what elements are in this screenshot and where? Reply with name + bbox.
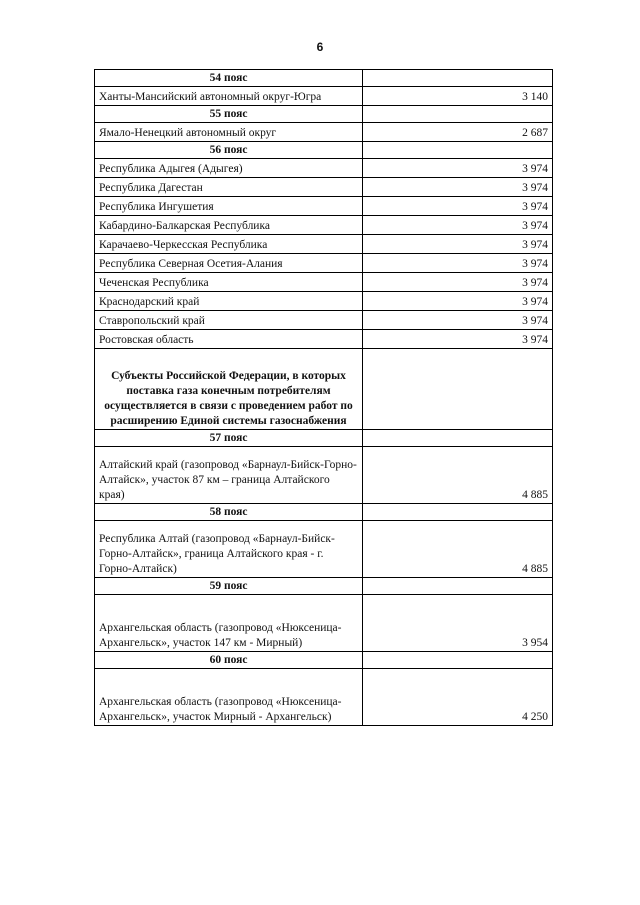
table-row bbox=[95, 87, 553, 106]
table-row bbox=[95, 235, 553, 254]
tariff-value: 3 974 bbox=[363, 235, 553, 254]
empty-value-cell bbox=[363, 349, 553, 430]
tariff-value: 3 974 bbox=[363, 216, 553, 235]
tariff-value: 3 974 bbox=[363, 292, 553, 311]
zone-header-row bbox=[95, 430, 553, 447]
region-name: Архангельская область (газопровод «Нюксеница-Архангельск», участок 147 км - Мирный) bbox=[95, 595, 363, 652]
region-name: Алтайский край (газопровод «Барнаул-Бийск-Горно-Алтайск», участок 87 км – граница Алтайского края) bbox=[95, 447, 363, 504]
table-row bbox=[95, 254, 553, 273]
page-number: 6 bbox=[316, 40, 324, 54]
zone-label: 54 пояс bbox=[95, 70, 363, 87]
region-name: Чеченская Республика bbox=[95, 273, 363, 292]
table-row bbox=[95, 216, 553, 235]
tariff-value: 3 140 bbox=[363, 87, 553, 106]
tariff-value: 3 974 bbox=[363, 330, 553, 349]
zone-header-row bbox=[95, 652, 553, 669]
table-row bbox=[95, 595, 553, 652]
table-row bbox=[95, 521, 553, 578]
region-name: Ростовская область bbox=[95, 330, 363, 349]
table-row bbox=[95, 292, 553, 311]
region-name: Ямало-Ненецкий автономный округ bbox=[95, 123, 363, 142]
tariff-value: 4 885 bbox=[363, 521, 553, 578]
tariff-value: 3 974 bbox=[363, 254, 553, 273]
empty-value-cell bbox=[363, 142, 553, 159]
zone-label: 58 пояс bbox=[95, 504, 363, 521]
empty-value-cell bbox=[363, 430, 553, 447]
empty-value-cell bbox=[363, 106, 553, 123]
region-name: Архангельская область (газопровод «Нюксеница-Архангельск», участок Мирный - Архангельск) bbox=[95, 669, 363, 726]
region-name: Ставропольский край bbox=[95, 311, 363, 330]
zone-label: 55 пояс bbox=[95, 106, 363, 123]
section-heading: Субъекты Российской Федерации, в которых поставка газа конечным потребителям осуществляется в связи с проведением работ по расширению Единой системы газоснабжения bbox=[95, 349, 363, 430]
region-name: Карачаево-Черкесская Республика bbox=[95, 235, 363, 254]
section-heading-row bbox=[95, 349, 553, 430]
region-name: Республика Северная Осетия-Алания bbox=[95, 254, 363, 273]
table-row bbox=[95, 669, 553, 726]
zone-header-row bbox=[95, 70, 553, 87]
zone-header-row bbox=[95, 142, 553, 159]
zone-header-row bbox=[95, 504, 553, 521]
empty-value-cell bbox=[363, 70, 553, 87]
region-name: Республика Адыгея (Адыгея) bbox=[95, 159, 363, 178]
region-name: Республика Алтай (газопровод «Барнаул-Бийск-Горно-Алтайск», граница Алтайского края - г. Горно-Алтайск) bbox=[95, 521, 363, 578]
table-row bbox=[95, 159, 553, 178]
region-name: Республика Ингушетия bbox=[95, 197, 363, 216]
zone-label: 57 пояс bbox=[95, 430, 363, 447]
table-row bbox=[95, 123, 553, 142]
tariff-value: 3 954 bbox=[363, 595, 553, 652]
table-row bbox=[95, 311, 553, 330]
tariff-value: 4 885 bbox=[363, 447, 553, 504]
empty-value-cell bbox=[363, 504, 553, 521]
table-row bbox=[95, 273, 553, 292]
region-name: Ханты-Мансийский автономный округ-Югра bbox=[95, 87, 363, 106]
table-row bbox=[95, 330, 553, 349]
zone-header-row bbox=[95, 578, 553, 595]
table-row bbox=[95, 178, 553, 197]
tariff-zones-table bbox=[94, 69, 553, 726]
tariff-value: 3 974 bbox=[363, 197, 553, 216]
empty-value-cell bbox=[363, 578, 553, 595]
table-body bbox=[95, 70, 553, 726]
tariff-value: 4 250 bbox=[363, 669, 553, 726]
table-row bbox=[95, 197, 553, 216]
zone-label: 56 пояс bbox=[95, 142, 363, 159]
tariff-value: 3 974 bbox=[363, 178, 553, 197]
tariff-value: 2 687 bbox=[363, 123, 553, 142]
zone-label: 60 пояс bbox=[95, 652, 363, 669]
table-row bbox=[95, 447, 553, 504]
zone-header-row bbox=[95, 106, 553, 123]
region-name: Краснодарский край bbox=[95, 292, 363, 311]
tariff-value: 3 974 bbox=[363, 159, 553, 178]
tariff-value: 3 974 bbox=[363, 273, 553, 292]
region-name: Республика Дагестан bbox=[95, 178, 363, 197]
empty-value-cell bbox=[363, 652, 553, 669]
zone-label: 59 пояс bbox=[95, 578, 363, 595]
region-name: Кабардино-Балкарская Республика bbox=[95, 216, 363, 235]
tariff-value: 3 974 bbox=[363, 311, 553, 330]
